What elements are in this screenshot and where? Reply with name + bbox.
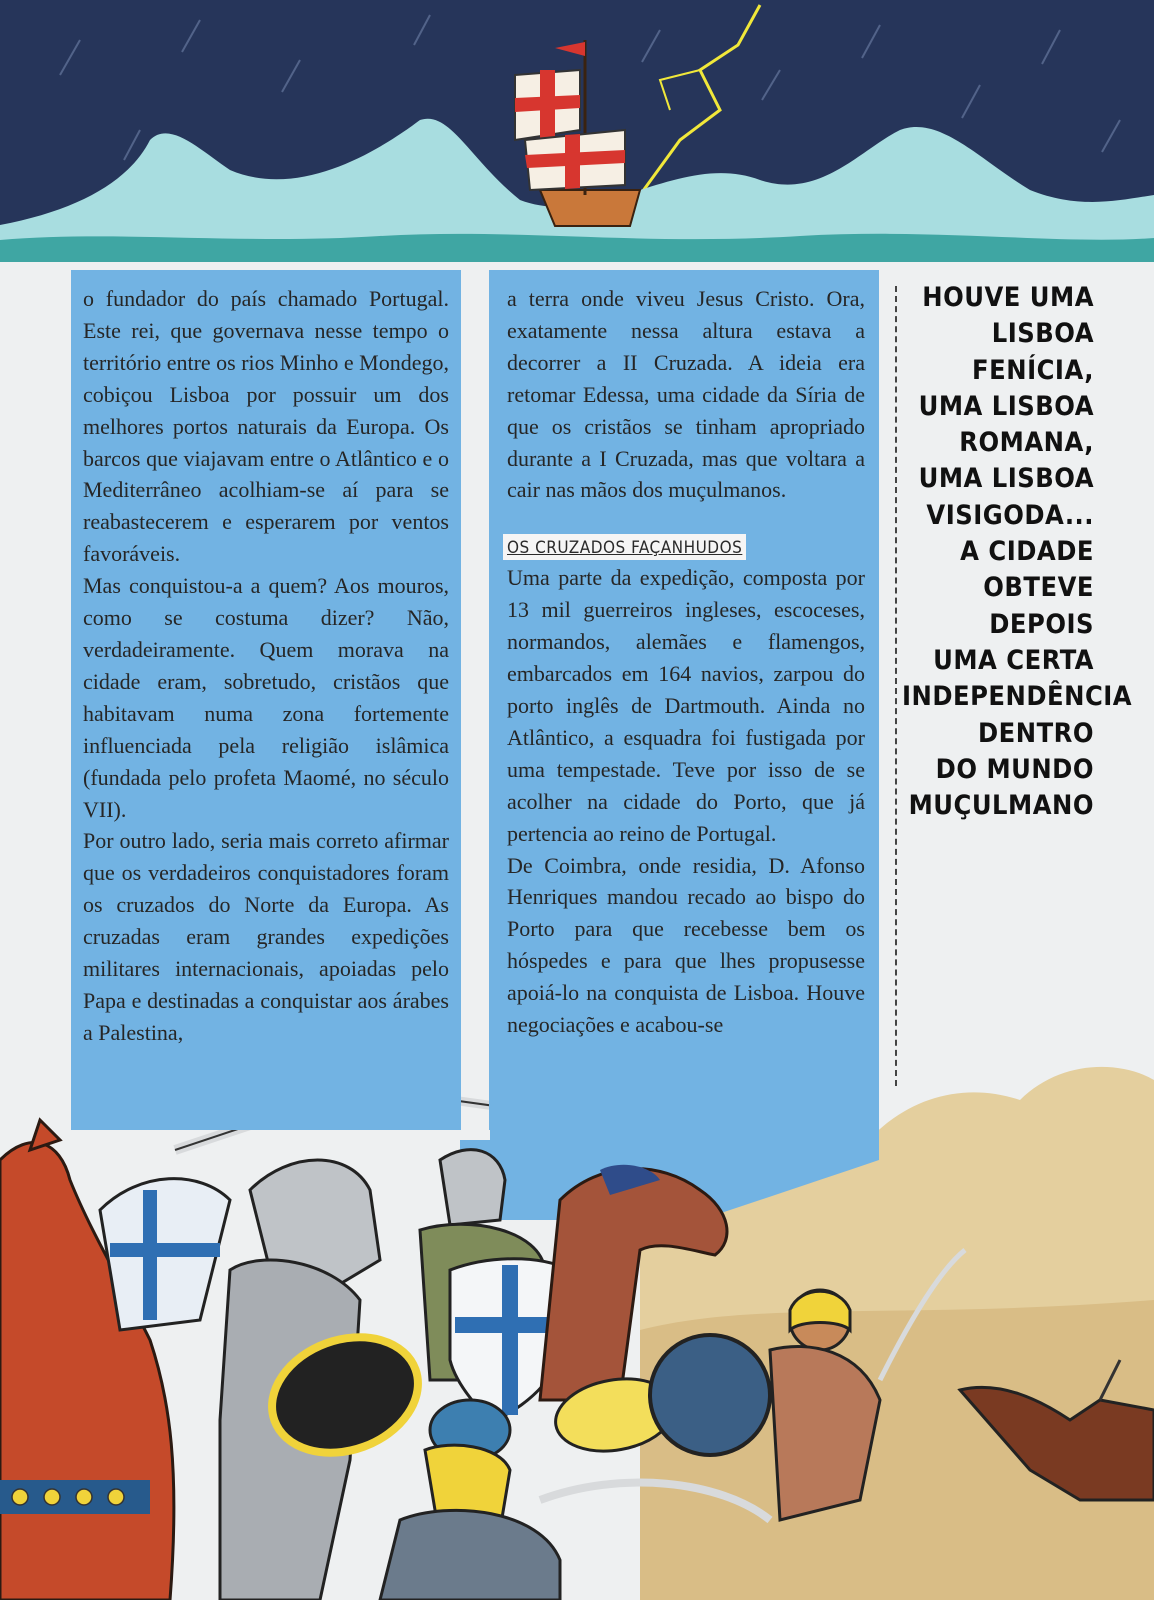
turbaned-warrior <box>380 1400 560 1600</box>
blue-round-shield <box>650 1335 770 1455</box>
paragraph: Uma parte da expedição, composta por 13 mil guerreiros ingleses, escoceses, normandos, alemães e flamengos, embarcados em 164 navios, zarpou do porto inglês de Dartmouth. Ainda no Atlântico, a esquadra foi fustigada por uma tempestade. Teve por isso de se acolher na cidade do Porto, que já pertencia ao reino de Portugal. <box>507 565 865 846</box>
paragraph: Por outro lado, seria mais correto afirmar que os verdadeiros conquistadores foram os cruzados do Norte da Europa. As cruzadas eram grandes expedições militares internacionais, apoiadas pelo Papa e destinadas a conquistar aos árabes a Palestina, <box>83 828 449 1045</box>
section-subheading: OS CRUZADOS FAÇANHUDOS <box>503 534 746 560</box>
paragraph: Mas conquistou-a a quem? Aos mouros, como se costuma dizer? Não, verdadeiramente. Quem morava na cidade eram, sobretudo, cristãos que habitavam numa zona fortemente influenciada pela religião islâmica (fundada pelo profeta Maomé, no século VII). <box>83 573 449 822</box>
paragraph: o fundador do país chamado Portugal. Este rei, que governava nesse tempo o território entre os rios Minho e Mondego, cobiçou Lisboa por possuir um dos melhores portos naturais da Europa. Os barcos que viajavam entre o Atlântico e o Mediterrâneo acolhiam-se aí para se reabastecerem e esperarem por ventos favoráveis. <box>83 286 449 567</box>
paragraph: a terra onde viveu Jesus Cristo. Ora, exatamente nessa altura estava a decorrer a II Cruzada. A ideia era retomar Edessa, uma cidade da Síria de que os cristãos se tinham apropriado durante a I Cruzada, mas que voltara a cair nas mãos dos muçulmanos. <box>507 286 865 503</box>
dashed-divider <box>895 286 897 1086</box>
sidebar-quote-box <box>902 280 1133 880</box>
text-column-left <box>71 270 461 1130</box>
paragraph: De Coimbra, onde residia, D. Afonso Henriques mandou recado ao bispo do Porto para que recebesse bem os hóspedes e para que lhes propusesse apoiá-lo na conquista de Lisboa. Houve negociações e acabou-se <box>507 852 865 1038</box>
sidebar-quote: HOUVE UMA LISBOA FENÍCIA, UMA LISBOA ROMANA, UMA LISBOA VISIGODA... A CIDADE OBTEVE DEPOIS UMA CERTA INDEPENDÊNCIA DENTRO DO MUNDO MUÇULMANO <box>902 282 1133 822</box>
text-column-right <box>489 270 879 1130</box>
